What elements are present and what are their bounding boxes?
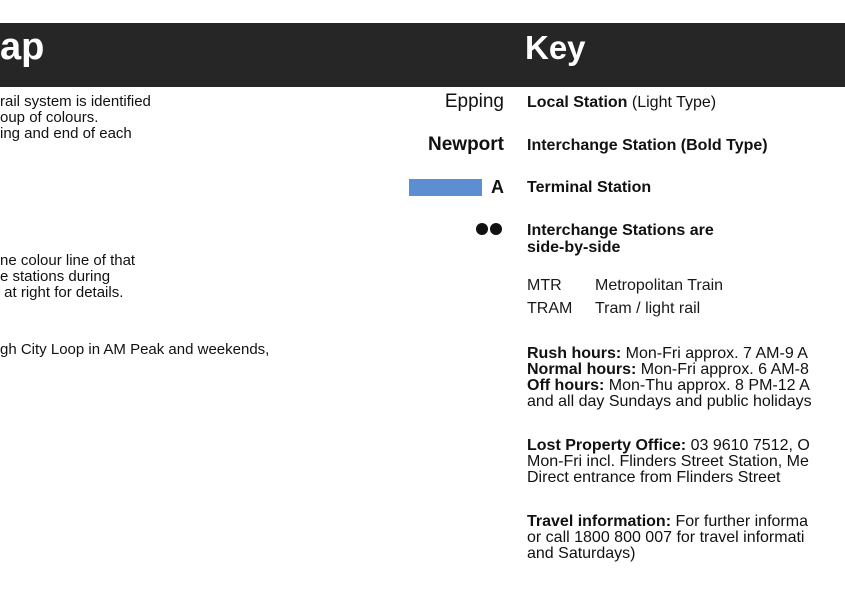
left-text-line: rail system is identified (0, 93, 151, 110)
left-text-line: ne colour line of that (0, 252, 136, 269)
rush-hours-label: Rush hours: (527, 345, 622, 362)
key-title: Key (525, 29, 586, 66)
local-station-desc-bold: Local Station (527, 94, 628, 111)
top-margin (0, 0, 845, 23)
map-title: ap (0, 26, 45, 68)
rush-hours (527, 346, 808, 362)
terminal-station-letter: A (491, 177, 504, 197)
lost-property-label: Lost Property Office: (527, 437, 687, 454)
hours-extra: and all day Sundays and public holidays (527, 393, 812, 410)
travel-info-line1 (527, 514, 808, 530)
abbreviation-meaning: Metropolitan Train (595, 277, 724, 294)
terminal-station-bar (409, 179, 482, 196)
left-text-line: e stations during (0, 268, 111, 285)
terminal-station-desc: Terminal Station (527, 179, 652, 196)
left-text-line: at right for details. (0, 284, 124, 301)
off-hours-text: Mon-Thu approx. 8 PM-12 A (604, 377, 810, 394)
interchange-dot-icon (476, 223, 488, 235)
header-banner (0, 23, 845, 87)
normal-hours-text: Mon-Fri approx. 6 AM-8 (636, 361, 809, 378)
abbreviation-meaning: Tram / light rail (595, 300, 701, 317)
travel-info-line2: or call 1800 800 007 for travel informati (527, 529, 805, 546)
off-hours-label: Off hours: (527, 377, 605, 394)
lost-property-line2: Mon-Fri incl. Flinders Street Station, Me (527, 453, 809, 470)
interchange-station-desc: Interchange Station (Bold Type) (527, 137, 768, 154)
off-hours (527, 378, 810, 394)
abbreviation-row (527, 276, 723, 296)
local-station-desc-rest: (Light Type) (627, 94, 717, 111)
normal-hours (527, 362, 809, 378)
local-station-example: Epping (444, 91, 504, 112)
normal-hours-label: Normal hours: (527, 361, 637, 378)
lost-property-text: 03 9610 7512, O (686, 437, 810, 454)
interchange-station-example: Newport (428, 134, 504, 155)
local-station-desc (527, 94, 716, 111)
left-text-line: gh City Loop in AM Peak and weekends, (0, 341, 270, 358)
travel-info-line3: and Saturdays) (527, 545, 636, 562)
travel-info-text: For further informa (671, 513, 808, 530)
rush-hours-text: Mon-Fri approx. 7 AM-9 A (621, 345, 808, 362)
travel-info-label: Travel information: (527, 513, 672, 530)
side-by-side-desc-line2: side-by-side (527, 239, 621, 256)
lost-property-line1 (527, 438, 810, 454)
abbreviation: TRAM (527, 300, 573, 317)
lost-property-line3: Direct entrance from Flinders Street (527, 469, 781, 486)
left-text-line: ing and end of each (0, 125, 132, 142)
left-text-line: oup of colours. (0, 109, 99, 126)
abbreviation: MTR (527, 277, 562, 294)
abbreviation-row (527, 299, 700, 319)
side-by-side-desc-line1: Interchange Stations are (527, 222, 714, 239)
interchange-dot-icon (490, 223, 502, 235)
